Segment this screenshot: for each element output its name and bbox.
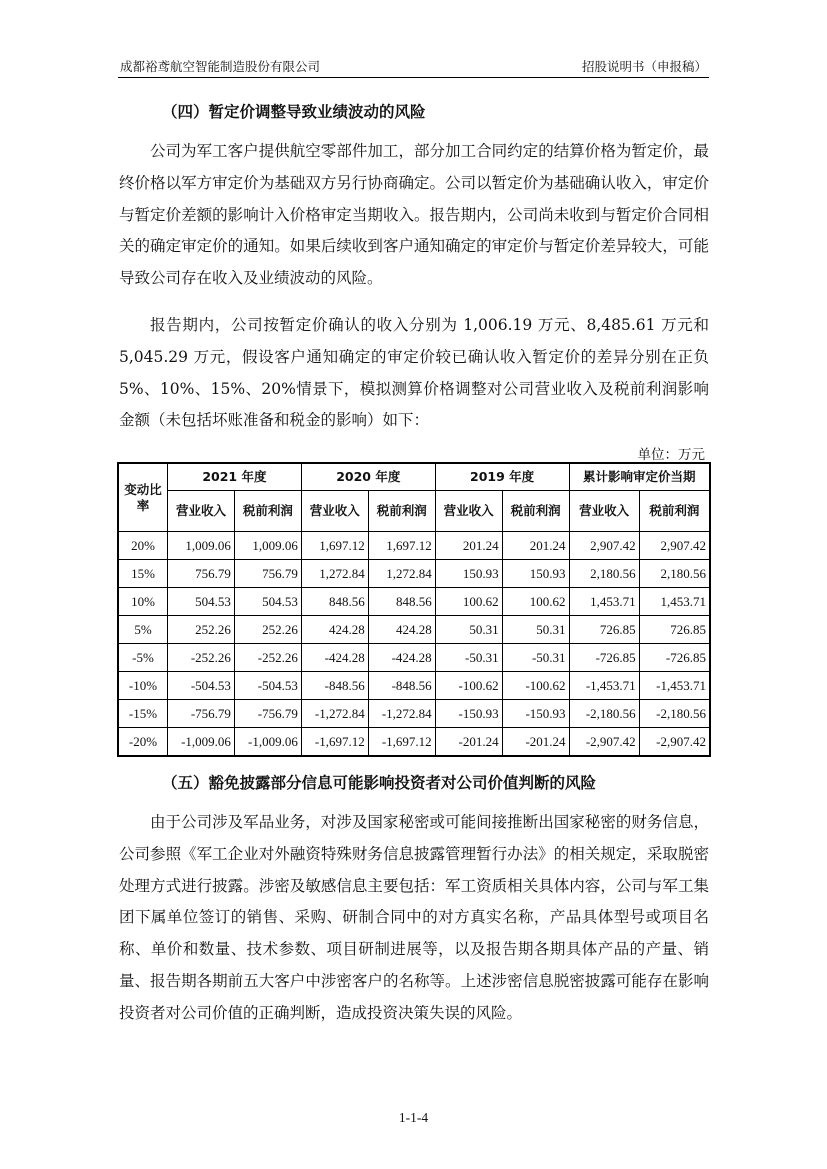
value-cell: 201.24 — [502, 532, 569, 560]
value-cell: 1,272.84 — [368, 560, 435, 588]
value-cell: 100.62 — [502, 588, 569, 616]
value-cell: 756.79 — [168, 560, 235, 588]
section-4-heading: （四）暂定价调整导致业绩波动的风险 — [162, 103, 426, 121]
value-cell: -1,009.06 — [234, 728, 301, 757]
rate-cell: 15% — [118, 560, 168, 588]
value-cell: 726.85 — [569, 616, 639, 644]
value-cell: 1,453.71 — [639, 588, 710, 616]
section-5-paragraph-1: 由于公司涉及军品业务，对涉及国家秘密或可能间接推断出国家秘密的财务信息，公司参照《军工企业对外融资特殊财务信息披露管理暂行办法》的相关规定，采取脱密处理方式进行披露。涉密及敏感信息主要包括：军工资质相关具体内容，公司与军工集团下属单位签订的销售、采购、研制合同中的对方真实名称，产品具体型号或项目名称、单价和数量、技术参数、项目研制进展等，以及报告期各期具体产品的产量、销量、报告期各期前五大客户中涉密客户的名称等。上述涉密信息脱密披露可能存在影响投资者对公司价值的正确判断，造成投资决策失误的风险。 — [119, 813, 709, 1022]
value-cell: 150.93 — [435, 560, 502, 588]
value-cell: 424.28 — [368, 616, 435, 644]
value-cell: -150.93 — [435, 700, 502, 728]
value-cell: 100.62 — [435, 588, 502, 616]
value-cell: 1,453.71 — [569, 588, 639, 616]
rate-cell: -20% — [118, 728, 168, 757]
rate-column-header: 变动比率 — [118, 463, 168, 532]
value-cell: 50.31 — [502, 616, 569, 644]
sub-header-revenue: 营业收入 — [301, 491, 368, 532]
table-row — [118, 700, 710, 728]
value-cell: 726.85 — [639, 616, 710, 644]
value-cell: -201.24 — [435, 728, 502, 757]
value-cell: 2,180.56 — [639, 560, 710, 588]
value-cell: -1,697.12 — [301, 728, 368, 757]
value-cell: -756.79 — [234, 700, 301, 728]
value-cell: -2,907.42 — [569, 728, 639, 757]
value-cell: -252.26 — [168, 644, 235, 672]
rate-cell: -5% — [118, 644, 168, 672]
value-cell: -50.31 — [502, 644, 569, 672]
header-doc-title: 招股说明书（申报稿） — [581, 59, 707, 74]
year-header-2021: 2021 年度 — [168, 463, 302, 491]
year-header-cumulative: 累计影响审定价当期 — [569, 463, 710, 491]
sub-header-pretax-profit: 税前利润 — [639, 491, 710, 532]
value-cell: -201.24 — [502, 728, 569, 757]
year-header-2019: 2019 年度 — [435, 463, 569, 491]
value-cell: 1,272.84 — [301, 560, 368, 588]
value-cell: 1,697.12 — [301, 532, 368, 560]
sub-header-revenue: 营业收入 — [168, 491, 235, 532]
value-cell: -1,453.71 — [569, 672, 639, 700]
rate-cell: -10% — [118, 672, 168, 700]
value-cell: 1,009.06 — [168, 532, 235, 560]
value-cell: 424.28 — [301, 616, 368, 644]
value-cell: -504.53 — [168, 672, 235, 700]
value-cell: -2,180.56 — [639, 700, 710, 728]
sub-header-pretax-profit: 税前利润 — [502, 491, 569, 532]
value-cell: -150.93 — [502, 700, 569, 728]
table-row — [118, 644, 710, 672]
value-cell: -50.31 — [435, 644, 502, 672]
sub-header-pretax-profit: 税前利润 — [368, 491, 435, 532]
value-cell: 504.53 — [234, 588, 301, 616]
value-cell: -1,697.12 — [368, 728, 435, 757]
rate-cell: -15% — [118, 700, 168, 728]
page-number: 1-1-4 — [398, 1110, 429, 1125]
header-divider — [118, 77, 709, 78]
value-cell: 2,907.42 — [639, 532, 710, 560]
section-5-heading: （五）豁免披露部分信息可能影响投资者对公司价值判断的风险 — [162, 774, 597, 792]
value-cell: -848.56 — [368, 672, 435, 700]
value-cell: 2,180.56 — [569, 560, 639, 588]
value-cell: -252.26 — [234, 644, 301, 672]
header-company: 成都裕鸢航空智能制造股份有限公司 — [120, 59, 321, 74]
value-cell: 252.26 — [168, 616, 235, 644]
value-cell: -1,272.84 — [368, 700, 435, 728]
table-row — [118, 728, 710, 757]
year-header-2020: 2020 年度 — [301, 463, 435, 491]
value-cell: -1,009.06 — [168, 728, 235, 757]
value-cell: 756.79 — [234, 560, 301, 588]
value-cell: 201.24 — [435, 532, 502, 560]
rate-cell: 10% — [118, 588, 168, 616]
table-row — [118, 532, 710, 560]
value-cell: -100.62 — [435, 672, 502, 700]
sub-header-revenue: 营业收入 — [569, 491, 639, 532]
value-cell: -424.28 — [368, 644, 435, 672]
value-cell: 504.53 — [168, 588, 235, 616]
value-cell: -2,907.42 — [639, 728, 710, 757]
value-cell: -424.28 — [301, 644, 368, 672]
table-row — [118, 672, 710, 700]
section-4-paragraph-2: 报告期内，公司按暂定价确认的收入分别为 1,006.19 万元、8,485.61 万元和 5,045.29 万元，假设客户通知确定的审定价较已确认收入暂定价的差异分别在正负 5%、10%、15%、20%情景下，模拟测算价格调整对公司营业收入及税前利润影响金额（未包括坏账准备和税金的影响）如下： — [119, 316, 709, 430]
table-row — [118, 588, 710, 616]
value-cell: -726.85 — [639, 644, 710, 672]
sub-header-pretax-profit: 税前利润 — [234, 491, 301, 532]
value-cell: -504.53 — [234, 672, 301, 700]
price-adjustment-table — [117, 462, 711, 757]
table-row — [118, 560, 710, 588]
value-cell: -1,272.84 — [301, 700, 368, 728]
value-cell: -2,180.56 — [569, 700, 639, 728]
value-cell: 150.93 — [502, 560, 569, 588]
sub-header-revenue: 营业收入 — [435, 491, 502, 532]
value-cell: -100.62 — [502, 672, 569, 700]
value-cell: 1,009.06 — [234, 532, 301, 560]
value-cell: 50.31 — [435, 616, 502, 644]
value-cell: -1,453.71 — [639, 672, 710, 700]
value-cell: 848.56 — [368, 588, 435, 616]
value-cell: 252.26 — [234, 616, 301, 644]
table-row — [118, 616, 710, 644]
value-cell: -848.56 — [301, 672, 368, 700]
value-cell: -726.85 — [569, 644, 639, 672]
rate-cell: 5% — [118, 616, 168, 644]
value-cell: 848.56 — [301, 588, 368, 616]
section-4-paragraph-1: 公司为军工客户提供航空零部件加工，部分加工合同约定的结算价格为暂定价，最终价格以军方审定价为基础双方另行协商确定。公司以暂定价为基础确认收入，审定价与暂定价差额的影响计入价格审定当期收入。报告期内，公司尚未收到与暂定价合同相关的确定审定价的通知。如果后续收到客户通知确定的审定价与暂定价差异较大，可能导致公司存在收入及业绩波动的风险。 — [119, 142, 709, 288]
value-cell: 2,907.42 — [569, 532, 639, 560]
rate-cell: 20% — [118, 532, 168, 560]
table-unit-label: 单位：万元 — [637, 447, 705, 463]
value-cell: -756.79 — [168, 700, 235, 728]
value-cell: 1,697.12 — [368, 532, 435, 560]
